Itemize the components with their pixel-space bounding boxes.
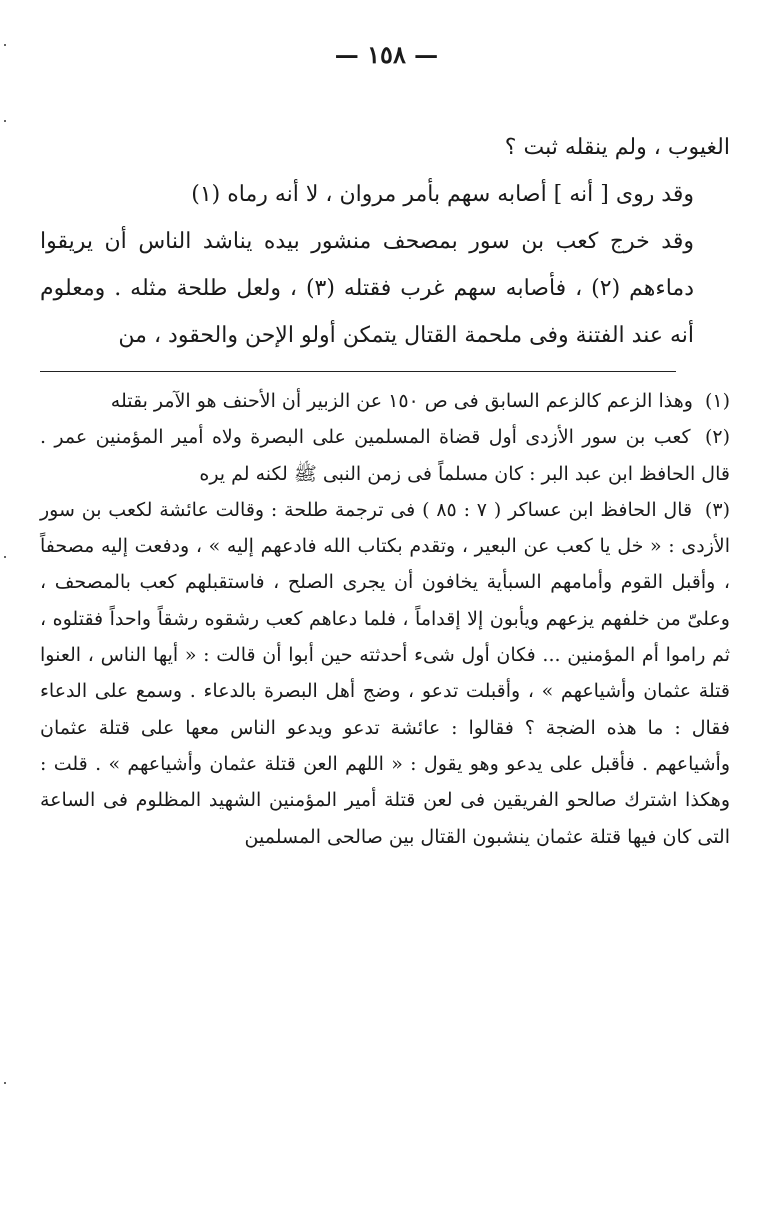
footnote-text: كعب بن سور الأزدى أول قضاة المسلمين على البصرة ولاه أمير المؤمنين عمر . قال الحافظ ابن عبد البر : كان مسلماً فى زمن النبى ﷺ لكنه لم يره [40, 426, 730, 485]
footnote [40, 492, 730, 855]
footnote-text: قال الحافظ ابن عساكر ( ٧ : ٨٥ ) فى ترجمة طلحة : وقالت عائشة لكعب بن سور الأزدى : « خل يا كعب عن البعير ، وتقدم بكتاب الله فادعهم إليه » ، ودفعت إليه مصحفاً ، وأقبل القوم وأمامهم السبأية يخافون أن يجرى الصلح ، فاستقبلهم كعب بالمصحف ، وعلىّ من خلفهم يزعهم ويأبون إلا إقداماً ، فلما دعاهم كعب رشقوه رشقاً واحداً فقتلوه ، ثم راموا أم المؤمنين ... فكان أول شىء أحدثته حين أبوا أن قالت : « أيها الناس ، العنوا قتلة عثمان وأشياعهم » ، وأقبلت تدعو ، وضج أهل البصرة بالدعاء . وسمع على الدعاء فقال : ما هذه الضجة ؟ فقالوا : عائشة تدعو ويدعو الناس معها على قتلة عثمان وأشياعهم . فأقبل على يدعو وهو يقول : « اللهم العن قتلة عثمان وأشياعهم » . قلت : وهكذا اشترك صالحو الفريقين فى لعن قتلة أمير المؤمنين الشهيد المظلوم فى الساعة التى كان فيها قتلة عثمان ينشبون القتال بين صالحى المسلمين [40, 498, 730, 848]
margin-speck [4, 556, 6, 558]
footnotes-section [40, 383, 730, 855]
footnote [40, 419, 730, 492]
margin-speck [4, 1082, 6, 1084]
footnote-number: (٢) [704, 426, 730, 449]
footnote-divider [40, 371, 676, 372]
main-paragraph: وقد خرج كعب بن سور بمصحف منشور بيده يناشد الناس أن يريقوا دماءهم (٢) ، فأصابه سهم غرب فقتله (٣) ، ولعل طلحة مثله . ومعلوم أنه عند الفتنة وفى ملحمة القتال يتمكن أولو الإحن والحقود ، من [40, 229, 694, 348]
margin-speck [4, 44, 6, 46]
main-paragraph: وقد روى [ أنه ] أصابه سهم بأمر مروان ، لا أنه رماه (١) [191, 182, 694, 207]
page-number: — ١٥٨ — [334, 40, 439, 69]
main-paragraph: الغيوب ، ولم ينقله ثبت ؟ [504, 135, 730, 160]
footnote-number: (١) [704, 390, 730, 412]
footnote [40, 383, 730, 419]
main-text [40, 124, 730, 359]
margin-speck [4, 120, 6, 122]
footnote-text: وهذا الزعم كالزعم السابق فى ص ١٥٠ عن الزبير أن الأحنف هو الآمر بقتله [110, 390, 693, 412]
footnote-number: (٣) [704, 498, 730, 521]
